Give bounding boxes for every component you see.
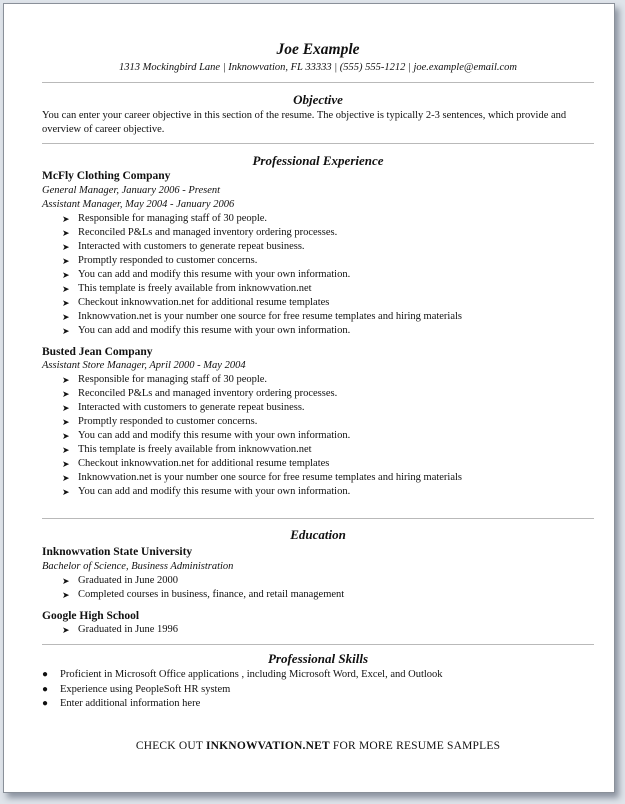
- divider: [42, 143, 594, 144]
- list-item: ➤ Reconciled P&Ls and managed inventory ordering processes.: [62, 388, 338, 399]
- skills-title: Professional Skills: [267, 651, 369, 666]
- school-entry: [42, 545, 594, 602]
- divider: [42, 644, 594, 645]
- experience-title: Professional Experience: [252, 153, 384, 168]
- arrow-bullet-icon: ➤: [62, 473, 70, 483]
- list-item: ➤ This template is freely available from inknowvation.net: [62, 444, 312, 455]
- footer-suffix: FOR MORE RESUME SAMPLES: [329, 739, 501, 752]
- resume-content: [42, 40, 594, 754]
- list-item: ➤ Responsible for managing staff of 30 people.: [62, 374, 268, 385]
- education-title: Education: [290, 527, 346, 542]
- list-item: ➤ Reconciled P&Ls and managed inventory ordering processes.: [62, 226, 338, 238]
- job-bullets: [42, 373, 594, 499]
- arrow-bullet-icon: ➤: [62, 269, 70, 280]
- arrow-bullet-icon: ➤: [62, 417, 70, 427]
- job-entry: [42, 169, 594, 338]
- arrow-bullet-icon: ➤: [62, 487, 70, 497]
- list-item: ➤ This template is freely available from inknowvation.net: [62, 282, 312, 294]
- list-item: ➤ Graduated in June 2000: [62, 574, 179, 586]
- degree: Bachelor of Science, Business Administration: [42, 560, 234, 572]
- list-item: ➤ Completed courses in business, finance, and retail management: [62, 588, 345, 600]
- list-item: ➤ You can add and modify this resume with your own information.: [62, 324, 351, 336]
- resume-page: [3, 3, 615, 793]
- school-name: Google High School: [42, 609, 140, 622]
- objective-text: You can enter your career objective in this section of the resume. The objective is typically 2-3 sentences, which provide and overview of career objective.: [42, 110, 567, 135]
- job-role: Assistant Manager, May 2004 - January 2006: [42, 198, 235, 210]
- arrow-bullet-icon: ➤: [62, 403, 70, 413]
- arrow-bullet-icon: ➤: [62, 325, 70, 336]
- list-item: ➤ Interacted with customers to generate repeat business.: [62, 402, 305, 413]
- job-bullets: [42, 212, 594, 338]
- list-item: ● Proficient in Microsoft Office applications , including Microsoft Word, Excel, and Outlook: [42, 668, 594, 683]
- arrow-bullet-icon: ➤: [62, 227, 70, 238]
- footer-brand-link[interactable]: INKNOWVATION.NET: [205, 739, 330, 752]
- list-item: ➤ Graduated in June 1996: [62, 624, 179, 635]
- arrow-bullet-icon: ➤: [62, 589, 70, 600]
- school-entry: [42, 609, 594, 638]
- arrow-bullet-icon: ➤: [62, 283, 70, 294]
- footer-promo: [42, 739, 594, 754]
- arrow-bullet-icon: ➤: [62, 389, 70, 399]
- company-name: McFly Clothing Company: [42, 170, 171, 182]
- arrow-bullet-icon: ➤: [62, 459, 70, 469]
- job-role: General Manager, January 2006 - Present: [42, 184, 221, 196]
- arrow-bullet-icon: ➤: [62, 575, 70, 586]
- contact-line: 1313 Mockingbird Lane | Inknowvation, FL 33333 | (555) 555-1212 | joe.example@email.com: [118, 62, 517, 73]
- list-item: ● Experience using PeopleSoft HR system: [42, 683, 594, 698]
- list-item: ➤ Inknowvation.net is your number one source for free resume templates and hiring materials: [62, 472, 463, 483]
- job-entry: [42, 345, 594, 500]
- divider: [42, 82, 594, 83]
- arrow-bullet-icon: ➤: [62, 213, 70, 224]
- dot-bullet-icon: ●: [42, 669, 49, 680]
- arrow-bullet-icon: ➤: [62, 445, 70, 455]
- resume-name: Joe Example: [276, 41, 360, 58]
- job-role: Assistant Store Manager, April 2000 - May 2004: [42, 360, 246, 371]
- school-name: Inknowvation State University: [42, 546, 193, 558]
- company-name: Busted Jean Company: [42, 345, 153, 358]
- list-item: ➤ Promptly responded to customer concerns.: [62, 416, 258, 427]
- list-item: ➤ You can add and modify this resume with your own information.: [62, 486, 351, 497]
- list-item: ➤ Checkout inknowvation.net for additional resume templates: [62, 296, 330, 308]
- skills-list: [42, 668, 594, 712]
- list-item: ➤ You can add and modify this resume with your own information.: [62, 268, 351, 280]
- objective-title: Objective: [293, 92, 343, 107]
- list-item: ➤ Interacted with customers to generate repeat business.: [62, 240, 305, 252]
- arrow-bullet-icon: ➤: [62, 297, 70, 308]
- arrow-bullet-icon: ➤: [62, 625, 70, 635]
- dot-bullet-icon: ●: [42, 683, 49, 695]
- list-item: ➤ You can add and modify this resume with your own information.: [62, 430, 351, 441]
- list-item: ➤ Checkout inknowvation.net for additional resume templates: [62, 458, 330, 469]
- dot-bullet-icon: ●: [42, 698, 49, 709]
- list-item: ● Enter additional information here: [42, 697, 594, 712]
- arrow-bullet-icon: ➤: [62, 241, 70, 252]
- arrow-bullet-icon: ➤: [62, 255, 70, 266]
- arrow-bullet-icon: ➤: [62, 311, 70, 322]
- list-item: ➤ Promptly responded to customer concerns.: [62, 254, 258, 266]
- footer-prefix: CHECK OUT: [135, 739, 206, 752]
- divider: [42, 518, 594, 519]
- school-bullets: [42, 623, 594, 637]
- arrow-bullet-icon: ➤: [62, 375, 70, 385]
- list-item: ➤ Responsible for managing staff of 30 people.: [62, 212, 268, 224]
- arrow-bullet-icon: ➤: [62, 431, 70, 441]
- list-item: ➤ Inknowvation.net is your number one source for free resume templates and hiring materials: [62, 310, 463, 322]
- school-bullets: [42, 574, 594, 602]
